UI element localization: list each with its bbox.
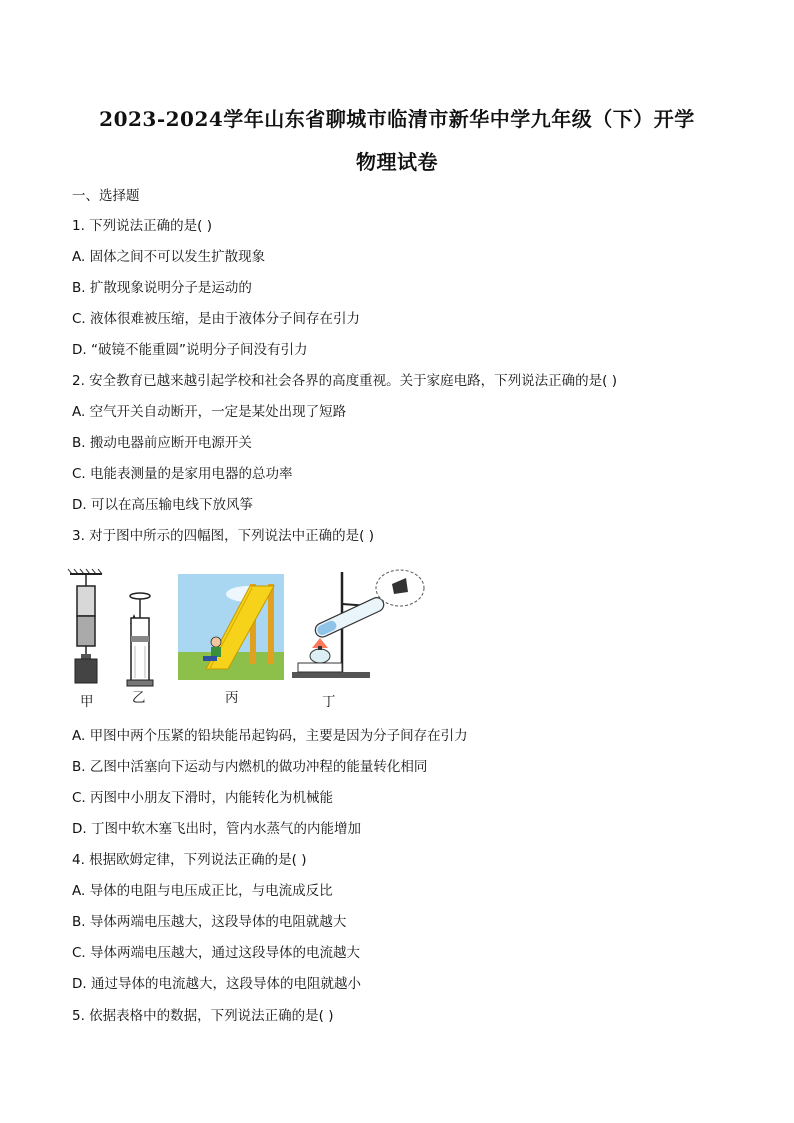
figure-label-jia: 甲 — [80, 694, 94, 710]
q4-option-b: B. 导体两端电压越大，这段导体的电阻就越大 — [72, 914, 347, 930]
figure-jia-lead-blocks — [66, 566, 106, 686]
q4-option-a: A. 导体的电阻与电压成正比，与电流成反比 — [72, 883, 333, 899]
q2-option-a: A. 空气开关自动断开，一定是某处出现了短路 — [72, 404, 347, 420]
doc-title-line1: 2023-2024学年山东省聊城市临清市新华中学九年级（下）开学 — [99, 107, 695, 131]
q3-stem: 3. 对于图中所示的四幅图，下列说法中正确的是( ) — [72, 528, 374, 544]
q4-option-c: C. 导体两端电压越大，通过这段导体的电流越大 — [72, 945, 361, 961]
q1-option-b: B. 扩散现象说明分子是运动的 — [72, 280, 252, 296]
figure-label-ding: 丁 — [322, 694, 336, 710]
figure-bing-slide — [178, 574, 284, 680]
figure-label-yi: 乙 — [132, 690, 146, 706]
q2-option-c: C. 电能表测量的是家用电器的总功率 — [72, 466, 293, 482]
q1-option-a: A. 固体之间不可以发生扩散现象 — [72, 249, 266, 265]
figure-ding-test-tube — [290, 566, 426, 686]
q2-stem: 2. 安全教育已越来越引起学校和社会各界的高度重视。关于家庭电路，下列说法正确的是( ) — [72, 373, 617, 389]
q2-option-d: D. 可以在高压输电线下放风筝 — [72, 497, 253, 513]
q3-figure — [66, 566, 426, 714]
q5-stem: 5. 依据表格中的数据，下列说法正确的是( ) — [72, 1008, 334, 1024]
q2-option-b: B. 搬动电器前应断开电源开关 — [72, 435, 252, 451]
figure-yi-piston — [122, 566, 158, 690]
section-heading: 一、选择题 — [72, 188, 140, 204]
q4-option-d: D. 通过导体的电流越大，这段导体的电阻就越小 — [72, 976, 361, 992]
q3-option-b: B. 乙图中活塞向下运动与内燃机的做功冲程的能量转化相同 — [72, 759, 428, 775]
q3-option-d: D. 丁图中软木塞飞出时，管内水蒸气的内能增加 — [72, 821, 361, 837]
q1-stem: 1. 下列说法正确的是( ) — [72, 218, 212, 234]
q1-option-c: C. 液体很难被压缩，是由于液体分子间存在引力 — [72, 311, 361, 327]
figure-label-bing: 丙 — [225, 690, 239, 706]
q1-option-d: D. “破镜不能重圆”说明分子间没有引力 — [72, 342, 308, 358]
q4-stem: 4. 根据欧姆定律，下列说法正确的是( ) — [72, 852, 307, 868]
doc-title-line2: 物理试卷 — [356, 150, 438, 174]
q3-option-c: C. 丙图中小朋友下滑时，内能转化为机械能 — [72, 790, 334, 806]
q3-option-a: A. 甲图中两个压紧的铅块能吊起钩码，主要是因为分子间存在引力 — [72, 728, 468, 744]
